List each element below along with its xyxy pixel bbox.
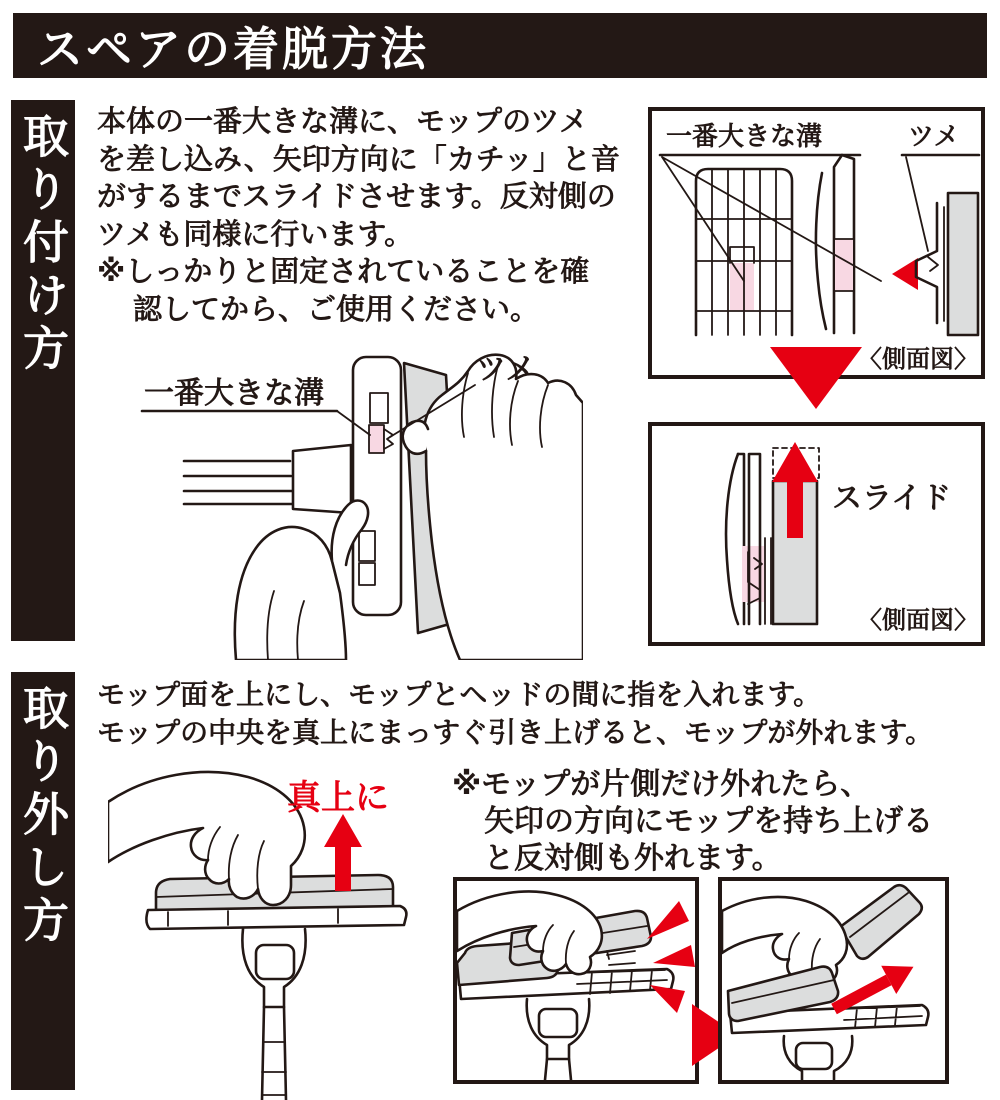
attach-section-tab xyxy=(11,100,75,641)
detach-section-tab xyxy=(11,672,75,1090)
detach-step-diagram-1 xyxy=(457,881,695,1080)
mop-handle xyxy=(184,461,293,504)
attach-instruction-line: がするまでスライドさせます。反対側の xyxy=(97,181,616,213)
right-hand xyxy=(424,355,583,660)
attach-instruction-line: 本体の一番大きな溝に、モップのツメ xyxy=(97,106,588,138)
attach-tab-label: 取り付け方 xyxy=(17,112,69,377)
detach-note-line: 矢印の方向にモップを持ち上げる xyxy=(484,805,934,838)
detach-note-line: と反対側も外れます。 xyxy=(484,842,782,875)
detach-step-box-2 xyxy=(718,877,949,1084)
detach-instruction-line: モップの中央を真上にまっすぐ引き上げると、モップが外れます。 xyxy=(97,717,934,748)
attach-instruction-note-line: 認してから、ご使用ください。 xyxy=(133,293,540,326)
red-down-arrow-icon xyxy=(770,347,862,409)
red-left-arrow-icon xyxy=(892,258,918,290)
detach-note-line: ※モップが片側だけ外れたら、 xyxy=(452,768,871,801)
attach-instructions xyxy=(97,104,657,329)
slide-label: スライド xyxy=(832,482,952,515)
left-hand xyxy=(235,527,346,660)
groove-highlight xyxy=(835,239,853,291)
page-title-band xyxy=(13,13,987,78)
mop-pad-side xyxy=(948,193,978,335)
mop-head-plate xyxy=(146,906,406,929)
snap-flash-icon xyxy=(647,901,689,939)
attach-sideview-box-1 xyxy=(648,107,985,379)
page-title: スペアの着脱方法 xyxy=(37,22,429,75)
attach-sideview-diagram-1 xyxy=(652,111,981,375)
box2-caption: 〈側面図〉 xyxy=(858,607,978,634)
mop-pole xyxy=(262,1007,286,1100)
detach-pullup-figure xyxy=(108,757,453,1100)
box1-caption: 〈側面図〉 xyxy=(858,346,978,373)
detach-step-diagram-2 xyxy=(722,881,945,1080)
detach-tab-label: 取り外し方 xyxy=(17,684,69,949)
snap-flash-icon xyxy=(650,985,685,1013)
attach-sideview-diagram-2 xyxy=(652,426,981,642)
figure-groove-label: 一番大きな溝 xyxy=(144,377,324,410)
snap-flash-icon xyxy=(653,945,695,967)
attach-instruction-line: ツメも同様に行います。 xyxy=(97,218,414,251)
attach-instruction-line: を差し込み、矢印方向に「カチッ」と音 xyxy=(97,143,620,176)
detach-note xyxy=(452,766,933,877)
attach-hands-figure xyxy=(108,333,583,660)
attach-instruction-note-line: ※しっかりと固定されていることを確 xyxy=(97,256,590,288)
attach-sideview-box-2 xyxy=(648,422,985,646)
figure-claw-label: ツメ xyxy=(476,353,536,386)
claw-tab xyxy=(916,203,937,323)
lifted-mop-pad xyxy=(840,885,922,959)
detach-instruction-line: モップ面を上にし、モップとヘッドの間に指を入れます。 xyxy=(97,679,822,710)
box1-claw-label: ツメ xyxy=(908,121,960,151)
detach-step-box-1 xyxy=(453,877,699,1084)
box1-groove-label: 一番大きな溝 xyxy=(666,121,823,151)
detach-instructions xyxy=(97,676,997,752)
groove-highlight xyxy=(369,425,384,453)
groove-highlight xyxy=(730,263,754,311)
pull-up-label: 真上に xyxy=(287,779,389,817)
